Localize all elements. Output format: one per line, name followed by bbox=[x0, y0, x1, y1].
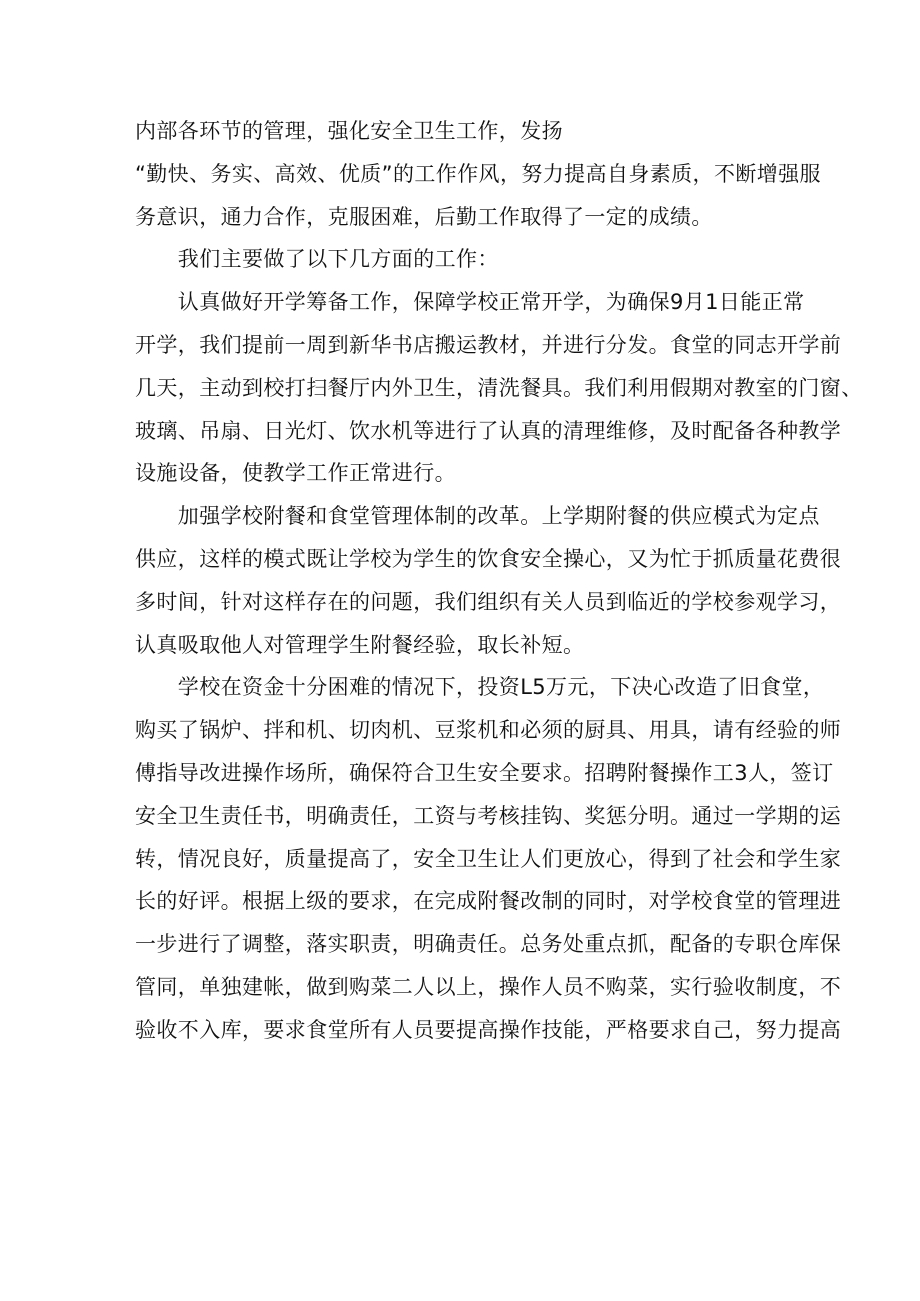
text-line: 安全卫生责任书，明确责任，工资与考核挂钩、奖惩分明。通过一学期的运 bbox=[135, 803, 842, 828]
text-line: “勤快、务实、高效、优质”的工作作风，努力提高自身素质，不断增强服 bbox=[135, 161, 821, 186]
text-line: 设施设备，使教学工作正常进行。 bbox=[135, 461, 456, 486]
text-line: 供应，这样的模式既让学校为学生的饮食安全操心，又为忙于抓质量花费很 bbox=[135, 546, 842, 571]
text-line: 转，情况良好，质量提高了，安全卫生让人们更放心，得到了社会和学生家 bbox=[135, 846, 842, 871]
text-line: 务意识，通力合作，克服困难，后勤工作取得了一定的成绩。 bbox=[135, 204, 713, 229]
text-line: 认真吸取他人对管理学生附餐经验，取长补短。 bbox=[135, 632, 585, 657]
document-body bbox=[135, 110, 863, 1052]
text-line: 多时间，针对这样存在的问题，我们组织有关人员到临近的学校参观学习， bbox=[135, 589, 842, 614]
text-line: 开学，我们提前一周到新华书店搬运教材，并进行分发。食堂的同志开学前 bbox=[135, 332, 842, 357]
text-line: 几天，主动到校打扫餐厅内外卫生，清洗餐具。我们利用假期对教室的门窗、 bbox=[135, 375, 863, 400]
text-line: 学校在资金十分困难的情况下，投资L5万元，下决心改造了旧食堂， bbox=[135, 675, 825, 700]
text-line: 玻璃、吊扇、日光灯、饮水机等进行了认真的清理维修，及时配备各种教学 bbox=[135, 418, 842, 443]
text-line: 傅指导改进操作场所，确保符合卫生安全要求。招聘附餐操作工3人，签订 bbox=[135, 760, 834, 785]
text-line: 认真做好开学筹备工作，保障学校正常开学，为确保9月1日能正常 bbox=[135, 290, 805, 315]
text-line: 一步进行了调整，落实职责，明确责任。总务处重点抓，配备的专职仓库保 bbox=[135, 932, 842, 957]
text-line: 内部各环节的管理，强化安全卫生工作，发扬 bbox=[135, 119, 563, 143]
text-line: 长的好评。根据上级的要求，在完成附餐改制的同时，对学校食堂的管理进 bbox=[135, 889, 842, 914]
text-line: 验收不入库，要求食堂所有人员要提高操作技能，严格要求自己，努力提高 bbox=[135, 1017, 842, 1042]
text-line: 加强学校附餐和食堂管理体制的改革。上学期附餐的供应模式为定点 bbox=[135, 504, 820, 529]
text-line: 购买了锅炉、拌和机、切肉机、豆浆机和必须的厨具、用具，请有经验的师 bbox=[135, 718, 842, 743]
text-line: 我们主要做了以下几方面的工作： bbox=[135, 247, 499, 272]
text-line: 管同，单独建帐，做到购菜二人以上，操作人员不购菜，实行验收制度，不 bbox=[135, 974, 842, 999]
